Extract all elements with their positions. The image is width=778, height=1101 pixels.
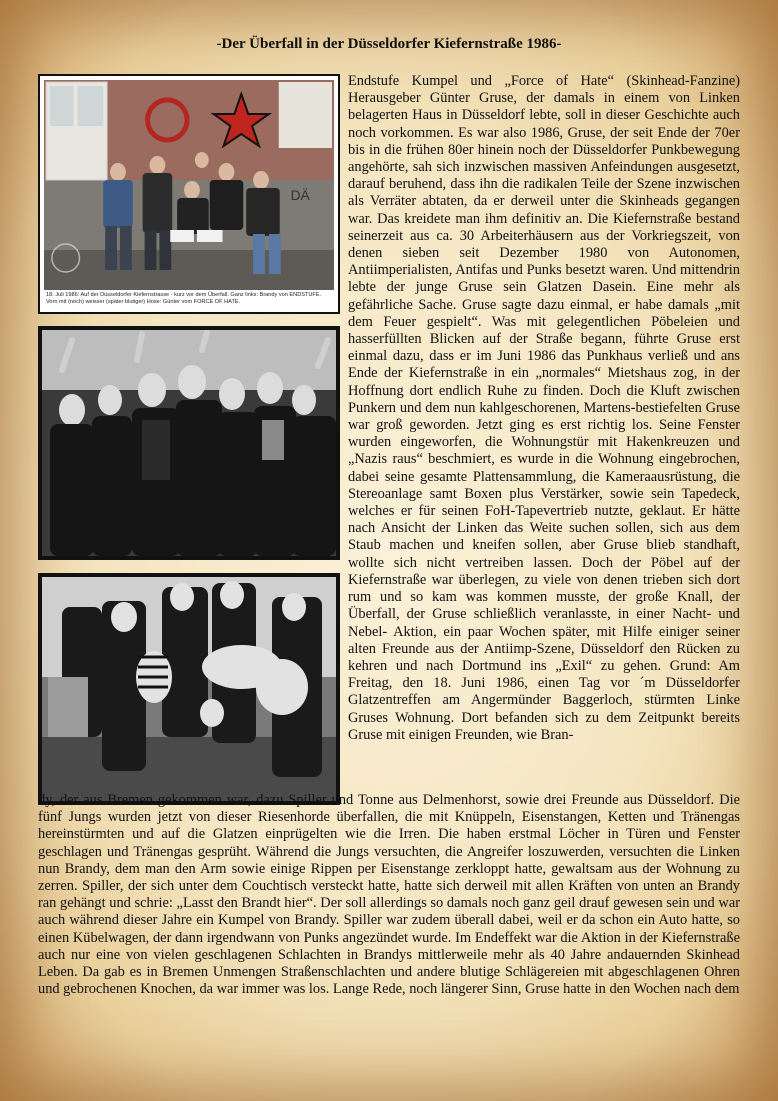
scuffle-photo-bw [38,573,340,805]
crowd-photo-illustration [42,330,336,556]
photo-image [44,80,334,290]
article-column-right [348,73,740,744]
group-photo-color [38,74,340,314]
photo-caption: 18. Juli 1986: Auf der Düsseldorfer Kiefernstrasse - kurz vor dem Überfall. Ganz links: Brandy von ENDSTUFE. Vorn mit (noch) weisser (später blutiger) Hose: Günter vom FORCE OF HATE. [46,292,322,305]
scuffle-photo-illustration [42,577,336,801]
article-paragraph-right: Endstufe Kumpel und „Force of Hate“ (Skinhead-Fanzine) Herausgeber Günter Gruse, der damals in einem von Linken belagerten Haus in Düsseldorf lebte, soll in dieser Geschichte auch noch vorkommen. Es war also 1986, Gruse, der seit Ende der 70er bis in die frühen 80er hinein noch der Düsseldorfer Punkbewegung angehörte, sah sich inzwischen massiven Anfeindungen ausgesetzt, darauf beruhend, dass ihn die radikalen Teile der Szene inzwischen als Verräter abtaten, da er derweil unter die Skinheads gegangen war. Das kreidete man ihm definitiv an. Die Kiefernstraße bestand seinerzeit aus ca. 30 Arbeiterhäusern aus der Vorkriegszeit, von denen sieben seit Dezember 1980 von Autonomen, Antiimperialisten, Antifas und Punks besetzt waren. Und mittendrin lebte der junge Gruse sein Glatzen Dasein. Eine mehr als gefährliche Sache. Gruse sagte dazu einmal, er habe damals „mit dem Feuer gespielt“. Was mit gelegentlichen Pöbeleien und hasserfüllten Blicken auf der Straße begann, führte Gruse erst einmal dazu, dass er im Juni 1986 das Punkhaus verließ und ans Ende der Kiefernstraße in ein „normales“ Mietshaus zog, in der Hoffnung dort endlich Ruhe zu finden. Doch die Kluft zwischen Punkern und dem nun kahlgeschorenen, Martens-bestiefelten Gruse war groß geworden. Jetzt ging es erst richtig los. Seine Fenster wurden eingeworfen, die Wohnungstür mit Hakenkreuzen und „Nazis raus“ beschmiert, es wurde in die Wohnung eingebrochen, dabei seine gesamte Plattensammlung, die Kameraausrüstung, die Stereoanlage samt Boxen plus Verstärker, sowie sein Tapedeck, welches er für seinen FoH-Tapevertrieb nutzte, geklaut. Er hätte nach Ansicht der Linken das Weite suchen sollen, sich aus dem Staub machen und kneifen sollen, aber Gruse blieb standhaft, wollte sich nicht vertreiben lassen. Doch der Pöbel auf der Kiefernstraße war überlegen, zu viele von denen trieben sich dort rum und so kam was kommen musste, der große Knall, der Überfall, der Gruse schließlich veranlasste, in einer Nacht- und Nebel- Aktion, ein paar Wochen später, mit Hilfe einiger seiner alten Freunde aus der Antiimp-Szene, Düsseldorf den Rücken zu kehren und nach Dortmund ins „Exil“ zu gehen. Grund: Am Freitag, den 18. Juni 1986, einen Tag vor ´m Düsseldorfer Glatzentreffen am Angermünder Baggerloch, stürmten Linke Gruses Wohnung. Dort befanden sich zu dem Zeitpunkt bereits Gruse mit einigen Freunden, wie Bran- [348,73,740,743]
page-title: -Der Überfall in der Düsseldorfer Kiefernstraße 1986- [216,36,562,52]
article-paragraph-full: dy, der aus Bremen gekommen war, dazu Spiller und Tonne aus Delmenhorst, sowie drei Freunde aus Düsseldorf. Die fünf Jungs wurden jetzt von dieser Riesenhorde überfallen, die mit Knüppeln, Eisenstangen, Ketten und Tränengas hereinstürmten und auf die Glatzen einprügelten wie die Irren. Die haben erstmal Löcher in Türen und Fenster geschlagen und Tränengas gesprüht. Während die Jungs versuchten, die Angreifer loszuwerden, versuchten die Linken nun Brandy, dem man den Arm sowie einige Rippen per Eisenstange zerkloppt hatte, gewaltsam aus der Wohnung zu zerren. Spiller, der sich unter dem Couchtisch versteckt hatte, hatte sich derweil mit allen Kräften von unten an Brandy ran gehängt und schrie: „Lasst den Brandt hier“. Der soll allerdings so damals noch ganz geil drauf gewesen sein und war auch während dieser Jahre ein Kumpel von Brandy. Spiller war zudem überall dabei, weil er da schon ein Auto hatte, so einen Kübelwagen, der dann irgendwann von Punks angezündet wurde. Im Endeffekt war die Aktion in der Kiefernstraße auch nur eine von vielen geschlagenen Schlachten in Brandys mittlerweile mehr als 40 Jahre andauernden Skinhead Leben. Da gab es in Bremen Unmengen Straßenschlachten und andere blutige Schlägereien mit abgeschlagenen Ohren und gebrochenen Knochen, da war immer was los. Lange Rede, noch längerer Sinn, Gruse hatte in den Wochen nach dem [38,792,740,998]
group-photo-illustration [44,80,334,290]
svg-text:DÄ: DÄ [290,186,310,204]
crowd-photo-bw [38,326,340,560]
article-full-width [38,792,740,998]
